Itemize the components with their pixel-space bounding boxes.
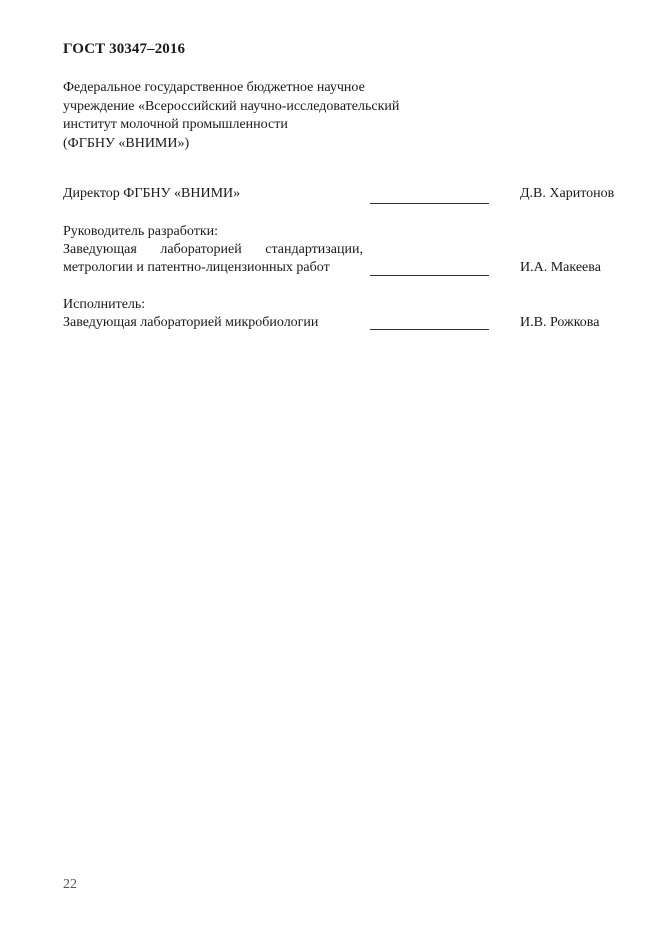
signature-line (370, 329, 489, 330)
standard-code: ГОСТ 30347–2016 (63, 41, 186, 57)
development-lead-signature-row (63, 259, 643, 279)
executor-caption: Исполнитель: (63, 297, 146, 312)
director-signature-row (63, 185, 643, 205)
executor-role: Заведующая лабораторией микробиологии (63, 315, 319, 330)
development-lead-role-line-2: метрологии и патентно-лицензионных работ (63, 260, 330, 275)
executor-name: И.В. Рожкова (520, 315, 600, 330)
director-name: Д.В. Харитонов (520, 186, 615, 201)
organization-line: (ФГБНУ «ВНИМИ») (63, 135, 190, 151)
organization-line: учреждение «Всероссийский научно-исследовательский (63, 98, 400, 114)
organization-line: институт молочной промышленности (63, 117, 288, 132)
development-lead-name: И.А. Макеева (520, 260, 601, 275)
signature-line (370, 275, 489, 276)
organization-block (63, 79, 399, 153)
executor-signature-row (63, 314, 643, 334)
development-lead-role-line-1 (63, 241, 363, 259)
organization-line: Федеральное государственное бюджетное научное (63, 80, 365, 95)
signature-line (370, 203, 489, 204)
development-lead-role-text: Заведующая лабораторией стандартизации, (63, 242, 363, 257)
director-role: Директор ФГБНУ «ВНИМИ» (63, 186, 241, 201)
page-number: 22 (63, 877, 77, 892)
development-lead-caption: Руководитель разработки: (63, 224, 219, 239)
